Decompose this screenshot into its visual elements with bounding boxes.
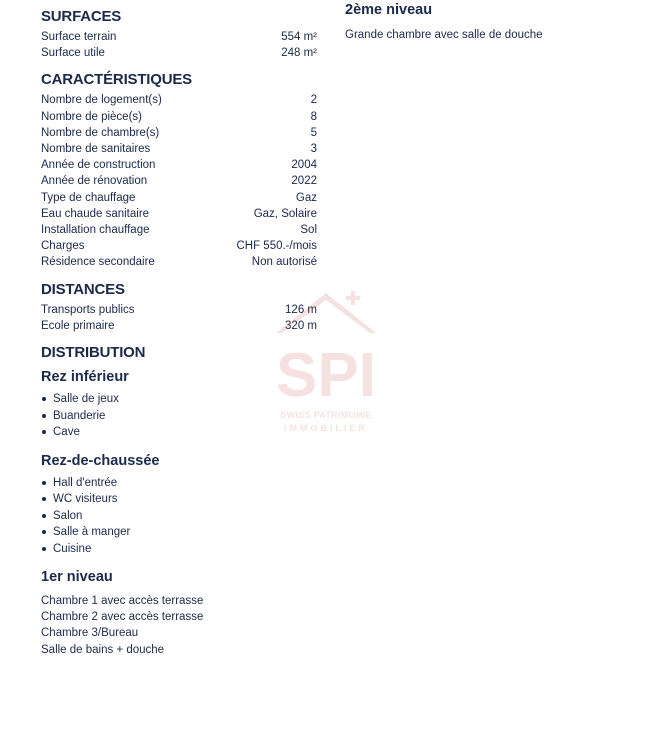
table-row <box>41 302 317 318</box>
table-row <box>41 206 317 222</box>
table-row <box>41 254 317 270</box>
row-value: CHF 550.-/mois <box>236 240 317 253</box>
distribution-heading: DISTRIBUTION <box>41 344 146 362</box>
rez-inferieur-list <box>41 391 317 441</box>
caracteristiques-section <box>41 71 317 270</box>
row-label: Installation chauffage <box>41 224 150 237</box>
distances-heading: DISTANCES <box>41 280 125 298</box>
list-item: Buanderie <box>41 408 317 425</box>
list-item: Hall d'entrée <box>41 475 317 492</box>
list-item: Chambre 2 avec accès terrasse <box>41 611 204 624</box>
row-value: 5 <box>310 126 317 139</box>
table-row <box>41 141 317 157</box>
list-item: Chambre 3/Bureau <box>41 627 139 640</box>
row-value: 2004 <box>291 159 317 172</box>
table-row <box>41 173 317 189</box>
row-value: 126 m <box>285 303 317 316</box>
row-label: Nombre de sanitaires <box>41 143 151 156</box>
row-label: Nombre de pièce(s) <box>41 110 142 123</box>
row-label: Eau chaude sanitaire <box>41 207 150 220</box>
table-row <box>41 190 317 206</box>
row-label: Surface utile <box>41 47 105 60</box>
surfaces-section <box>41 8 317 61</box>
list-item: Salle de jeux <box>41 391 317 408</box>
table-row <box>41 238 317 254</box>
right-column <box>345 2 625 43</box>
left-column <box>41 8 317 668</box>
row-label: Ecole primaire <box>41 319 115 332</box>
surfaces-heading: SURFACES <box>41 8 122 25</box>
table-row <box>41 125 317 141</box>
table-row <box>41 29 317 45</box>
list-item: Cuisine <box>41 541 317 558</box>
list-item: Salon <box>41 508 317 525</box>
row-value: 2 <box>310 94 317 107</box>
row-value: Gaz, Solaire <box>253 207 317 220</box>
row-value: 8 <box>310 110 317 123</box>
row-label: Surface terrain <box>41 31 117 43</box>
list-item: Salle de bains + douche <box>41 643 165 656</box>
logo-text: SPI <box>276 341 376 408</box>
table-row <box>41 109 317 125</box>
table-row <box>41 92 317 108</box>
row-label: Année de construction <box>41 159 156 172</box>
row-value: 320 m <box>285 319 317 332</box>
row-value: 3 <box>310 143 317 156</box>
list-item: Salle à manger <box>41 524 317 541</box>
list-item: Cave <box>41 424 317 441</box>
list-item: Chambre 1 avec accès terrasse <box>41 595 204 608</box>
premier-niveau-heading: 1er niveau <box>41 569 113 586</box>
table-row <box>41 45 317 61</box>
table-row <box>41 318 317 334</box>
table-row <box>41 157 317 173</box>
list-item: Grande chambre avec salle de douche <box>345 29 543 41</box>
distances-section <box>41 281 317 334</box>
rez-inferieur-heading: Rez inférieur <box>41 369 129 386</box>
row-value: 2022 <box>291 175 317 188</box>
row-label: Résidence secondaire <box>41 256 155 269</box>
row-value: Sol <box>300 224 317 237</box>
table-row <box>41 222 317 238</box>
row-label: Nombre de logement(s) <box>41 94 162 107</box>
distribution-section <box>41 344 317 658</box>
row-value: 248 m² <box>281 47 317 60</box>
row-label: Nombre de chambre(s) <box>41 126 160 139</box>
caracteristiques-heading: CARACTÉRISTIQUES <box>41 71 192 89</box>
row-value: 554 m² <box>281 31 317 43</box>
watermark-line1: SWISS PATRIMOINE <box>280 410 372 420</box>
row-value: Gaz <box>295 191 317 204</box>
row-label: Charges <box>41 240 85 253</box>
row-label: Année de rénovation <box>41 175 148 188</box>
rez-de-chaussee-heading: Rez-de-chaussée <box>41 452 160 469</box>
list-item: WC visiteurs <box>41 491 317 508</box>
watermark-line2: IMMOBILIER <box>284 423 368 433</box>
rez-de-chaussee-list <box>41 475 317 558</box>
row-value: Non autorisé <box>251 256 317 269</box>
deuxieme-niveau-heading: 2ème niveau <box>345 2 433 18</box>
row-label: Type de chauffage <box>41 191 136 204</box>
row-label: Transports publics <box>41 303 135 316</box>
